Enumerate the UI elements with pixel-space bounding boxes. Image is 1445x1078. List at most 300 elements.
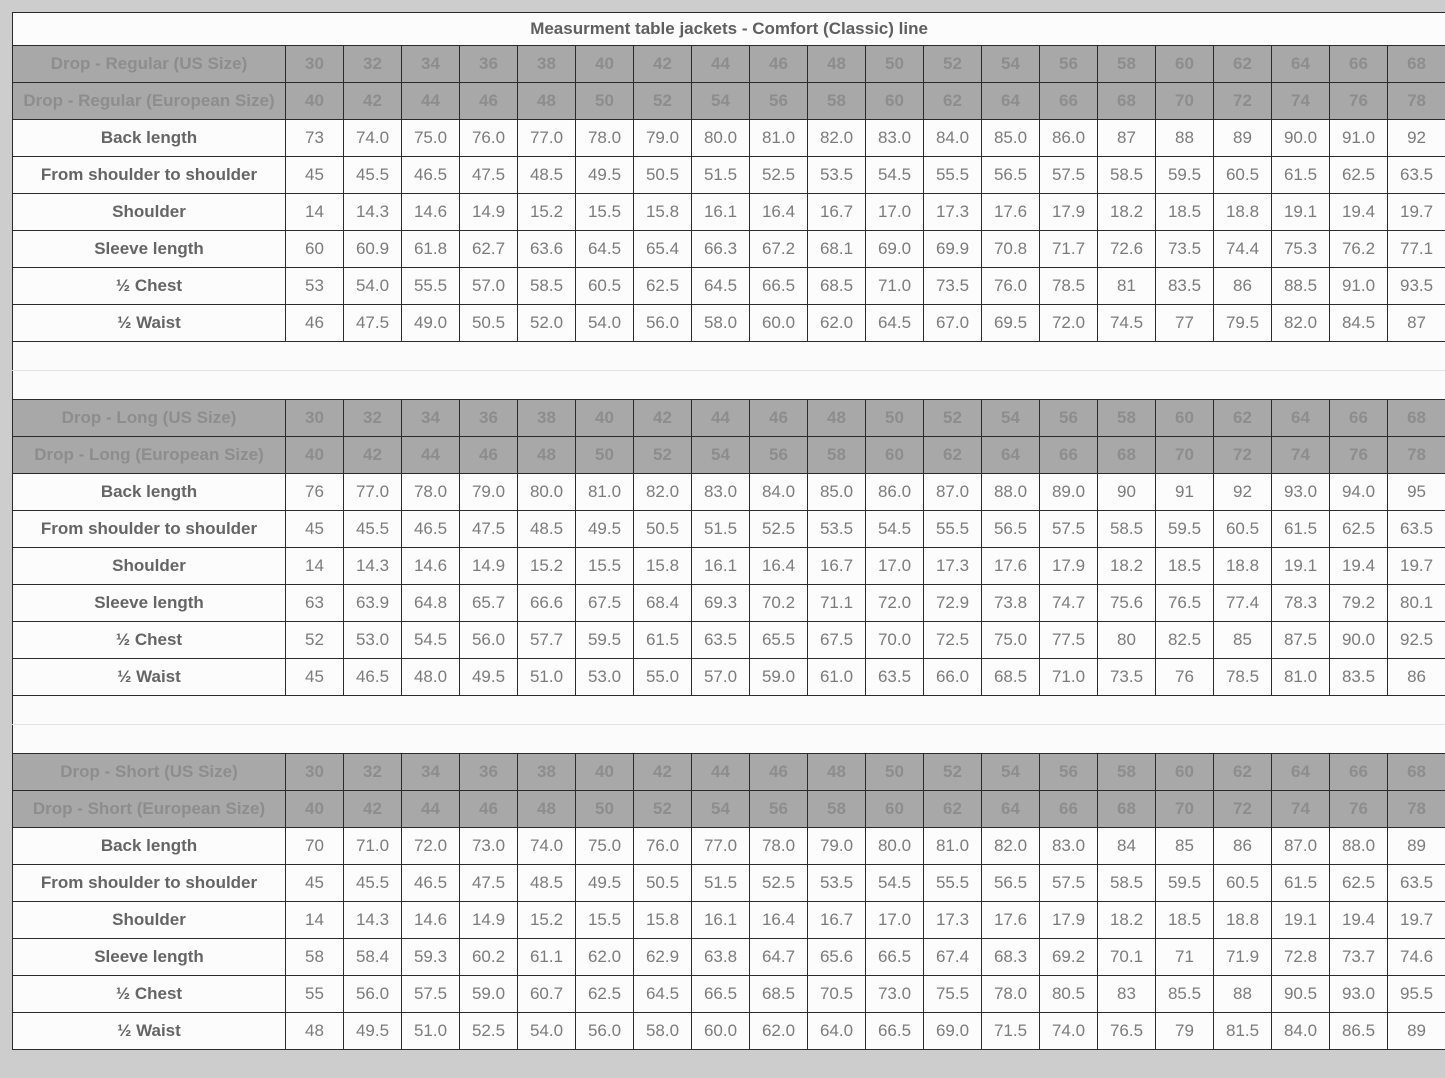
measurement-value-cell: 18.5 — [1156, 548, 1214, 585]
measurement-value-cell: 15.5 — [576, 548, 634, 585]
measurement-value-cell: 75.5 — [924, 976, 982, 1013]
measurement-value-cell: 78.0 — [576, 120, 634, 157]
us-size-cell: 60 — [1156, 46, 1214, 83]
measurement-value-cell: 58 — [286, 939, 344, 976]
measurement-value-cell: 63.5 — [692, 622, 750, 659]
measurement-value-cell: 17.3 — [924, 194, 982, 231]
measurement-value-cell: 17.3 — [924, 902, 982, 939]
measurement-value-cell: 76 — [1156, 659, 1214, 696]
measurement-value-cell: 48.5 — [518, 865, 576, 902]
measurement-value-cell: 18.8 — [1214, 194, 1272, 231]
measurement-value-cell: 60.5 — [576, 268, 634, 305]
measurement-row-label: ½ Chest — [13, 976, 286, 1013]
measurement-value-cell: 14.3 — [344, 194, 402, 231]
measurement-value-cell: 84.0 — [1272, 1013, 1330, 1050]
measurement-value-cell: 76.5 — [1156, 585, 1214, 622]
measurement-value-cell: 58.5 — [518, 268, 576, 305]
measurement-value-cell: 66.5 — [866, 939, 924, 976]
measurement-value-cell: 84.0 — [924, 120, 982, 157]
measurement-value-cell: 49.5 — [576, 511, 634, 548]
measurement-value-cell: 54.5 — [402, 622, 460, 659]
measurement-row — [13, 548, 1445, 585]
measurement-row-label: Shoulder — [13, 548, 286, 585]
measurement-value-cell: 83.5 — [1156, 268, 1214, 305]
measurement-value-cell: 17.6 — [982, 194, 1040, 231]
measurement-value-cell: 73.8 — [982, 585, 1040, 622]
measurement-value-cell: 77 — [1156, 305, 1214, 342]
measurement-value-cell: 77.1 — [1388, 231, 1445, 268]
measurement-value-cell: 15.8 — [634, 194, 692, 231]
us-size-cell: 52 — [924, 46, 982, 83]
measurement-value-cell: 75.0 — [982, 622, 1040, 659]
measurement-value-cell: 64.7 — [750, 939, 808, 976]
measurement-value-cell: 71.7 — [1040, 231, 1098, 268]
measurement-value-cell: 65.4 — [634, 231, 692, 268]
measurement-value-cell: 59.5 — [1156, 865, 1214, 902]
measurement-value-cell: 64.0 — [808, 1013, 866, 1050]
measurement-row-label: Back length — [13, 120, 286, 157]
measurement-value-cell: 47.5 — [460, 511, 518, 548]
measurement-row-label: Sleeve length — [13, 231, 286, 268]
measurement-value-cell: 63.5 — [1388, 865, 1445, 902]
eu-size-cell: 58 — [808, 791, 866, 828]
measurement-value-cell: 17.6 — [982, 548, 1040, 585]
measurement-value-cell: 86 — [1388, 659, 1445, 696]
measurement-value-cell: 73 — [286, 120, 344, 157]
measurement-value-cell: 14 — [286, 548, 344, 585]
measurement-value-cell: 65.7 — [460, 585, 518, 622]
eu-size-cell: 72 — [1214, 83, 1272, 120]
measurement-value-cell: 60.5 — [1214, 511, 1272, 548]
measurement-value-cell: 72.0 — [1040, 305, 1098, 342]
measurement-value-cell: 46.5 — [344, 659, 402, 696]
measurement-value-cell: 64.5 — [692, 268, 750, 305]
measurement-value-cell: 86 — [1214, 828, 1272, 865]
us-size-cell: 62 — [1214, 754, 1272, 791]
measurement-value-cell: 19.7 — [1388, 548, 1445, 585]
eu-size-cell: 66 — [1040, 791, 1098, 828]
measurement-row — [13, 828, 1445, 865]
measurement-value-cell: 74.0 — [518, 828, 576, 865]
measurement-value-cell: 17.9 — [1040, 902, 1098, 939]
us-size-cell: 48 — [808, 46, 866, 83]
measurement-value-cell: 61.5 — [1272, 511, 1330, 548]
measurement-value-cell: 82.0 — [982, 828, 1040, 865]
measurement-value-cell: 59.0 — [460, 976, 518, 1013]
eu-size-cell: 44 — [402, 83, 460, 120]
measurement-value-cell: 55.5 — [924, 511, 982, 548]
eu-size-cell: 42 — [344, 83, 402, 120]
eu-size-cell: 76 — [1330, 83, 1388, 120]
measurement-value-cell: 88 — [1214, 976, 1272, 1013]
measurement-value-cell: 61.1 — [518, 939, 576, 976]
measurement-value-cell: 60.9 — [344, 231, 402, 268]
measurement-value-cell: 93.0 — [1330, 976, 1388, 1013]
measurement-value-cell: 51.0 — [402, 1013, 460, 1050]
measurement-value-cell: 79 — [1156, 1013, 1214, 1050]
us-size-header-row — [13, 754, 1445, 791]
measurement-value-cell: 52.5 — [750, 511, 808, 548]
measurement-value-cell: 18.8 — [1214, 548, 1272, 585]
eu-size-cell: 64 — [982, 791, 1040, 828]
measurement-value-cell: 76.5 — [1098, 1013, 1156, 1050]
measurement-value-cell: 85 — [1214, 622, 1272, 659]
eu-size-cell: 50 — [576, 791, 634, 828]
measurement-value-cell: 92 — [1388, 120, 1445, 157]
measurement-value-cell: 19.7 — [1388, 194, 1445, 231]
measurement-value-cell: 45 — [286, 511, 344, 548]
measurement-value-cell: 60.2 — [460, 939, 518, 976]
measurement-row-label: Sleeve length — [13, 939, 286, 976]
us-size-cell: 40 — [576, 400, 634, 437]
measurement-value-cell: 68.4 — [634, 585, 692, 622]
eu-size-cell: 44 — [402, 437, 460, 474]
measurement-value-cell: 94.0 — [1330, 474, 1388, 511]
measurement-value-cell: 57.5 — [1040, 511, 1098, 548]
measurement-value-cell: 58.5 — [1098, 157, 1156, 194]
measurement-value-cell: 72.0 — [402, 828, 460, 865]
measurement-value-cell: 93.5 — [1388, 268, 1445, 305]
measurement-value-cell: 56.5 — [982, 865, 1040, 902]
measurement-value-cell: 85.0 — [982, 120, 1040, 157]
measurement-value-cell: 60 — [286, 231, 344, 268]
measurement-value-cell: 72.8 — [1272, 939, 1330, 976]
us-size-cell: 64 — [1272, 46, 1330, 83]
measurement-value-cell: 82.0 — [634, 474, 692, 511]
measurement-value-cell: 95.5 — [1388, 976, 1445, 1013]
eu-size-cell: 74 — [1272, 437, 1330, 474]
measurement-value-cell: 53.0 — [576, 659, 634, 696]
eu-size-cell: 54 — [692, 791, 750, 828]
eu-size-cell: 46 — [460, 791, 518, 828]
measurement-value-cell: 80.5 — [1040, 976, 1098, 1013]
measurement-row-label: Back length — [13, 474, 286, 511]
measurement-value-cell: 64.8 — [402, 585, 460, 622]
measurement-value-cell: 81.0 — [750, 120, 808, 157]
measurement-value-cell: 72.5 — [924, 622, 982, 659]
measurement-value-cell: 59.5 — [576, 622, 634, 659]
measurement-value-cell: 84.5 — [1330, 305, 1388, 342]
section-spacer-row — [13, 342, 1445, 371]
eu-size-header-label: Drop - Regular (European Size) — [13, 83, 286, 120]
measurement-value-cell: 57.0 — [692, 659, 750, 696]
us-size-cell: 40 — [576, 46, 634, 83]
eu-size-header-row — [13, 83, 1445, 120]
eu-size-cell: 52 — [634, 83, 692, 120]
measurement-row — [13, 157, 1445, 194]
eu-size-cell: 42 — [344, 437, 402, 474]
measurement-value-cell: 61.8 — [402, 231, 460, 268]
us-size-cell: 56 — [1040, 754, 1098, 791]
us-size-cell: 68 — [1388, 46, 1445, 83]
measurement-value-cell: 46.5 — [402, 157, 460, 194]
eu-size-cell: 52 — [634, 791, 692, 828]
measurement-value-cell: 80.0 — [692, 120, 750, 157]
measurement-value-cell: 52.5 — [750, 865, 808, 902]
measurement-row-label: From shoulder to shoulder — [13, 865, 286, 902]
measurement-row-label: ½ Waist — [13, 305, 286, 342]
measurement-value-cell: 52.5 — [750, 157, 808, 194]
measurement-value-cell: 78.0 — [982, 976, 1040, 1013]
measurement-value-cell: 89.0 — [1040, 474, 1098, 511]
measurement-value-cell: 64.5 — [866, 305, 924, 342]
us-size-cell: 30 — [286, 754, 344, 791]
measurement-value-cell: 85.5 — [1156, 976, 1214, 1013]
measurement-value-cell: 15.2 — [518, 194, 576, 231]
measurement-value-cell: 72.0 — [866, 585, 924, 622]
eu-size-cell: 48 — [518, 437, 576, 474]
eu-size-cell: 74 — [1272, 83, 1330, 120]
measurement-value-cell: 81.0 — [576, 474, 634, 511]
measurement-value-cell: 46.5 — [402, 865, 460, 902]
measurement-value-cell: 56.0 — [460, 622, 518, 659]
measurement-value-cell: 58.4 — [344, 939, 402, 976]
measurement-value-cell: 18.5 — [1156, 194, 1214, 231]
measurement-value-cell: 70.2 — [750, 585, 808, 622]
eu-size-cell: 70 — [1156, 437, 1214, 474]
measurement-value-cell: 71.9 — [1214, 939, 1272, 976]
table-title: Measurment table jackets - Comfort (Classic) line — [13, 13, 1445, 46]
measurement-value-cell: 63 — [286, 585, 344, 622]
measurement-value-cell: 63.5 — [866, 659, 924, 696]
measurement-value-cell: 71.0 — [1040, 659, 1098, 696]
us-size-cell: 54 — [982, 400, 1040, 437]
us-size-cell: 50 — [866, 46, 924, 83]
eu-size-cell: 72 — [1214, 791, 1272, 828]
measurement-value-cell: 77.0 — [692, 828, 750, 865]
section-spacer-row — [13, 371, 1445, 400]
measurement-value-cell: 68.5 — [750, 976, 808, 1013]
measurement-value-cell: 47.5 — [460, 157, 518, 194]
measurement-row-label: ½ Chest — [13, 622, 286, 659]
measurement-value-cell: 15.8 — [634, 902, 692, 939]
measurement-row — [13, 268, 1445, 305]
section-spacer-row — [13, 725, 1445, 754]
measurement-value-cell: 45.5 — [344, 157, 402, 194]
measurement-value-cell: 80.0 — [518, 474, 576, 511]
us-size-cell: 66 — [1330, 400, 1388, 437]
measurement-value-cell: 90.0 — [1272, 120, 1330, 157]
measurement-value-cell: 45 — [286, 157, 344, 194]
eu-size-cell: 66 — [1040, 437, 1098, 474]
section-spacer — [13, 342, 1445, 371]
eu-size-cell: 54 — [692, 437, 750, 474]
measurement-value-cell: 88.5 — [1272, 268, 1330, 305]
us-size-header-label: Drop - Regular (US Size) — [13, 46, 286, 83]
measurement-value-cell: 55.5 — [402, 268, 460, 305]
measurement-value-cell: 18.2 — [1098, 548, 1156, 585]
measurement-value-cell: 70.0 — [866, 622, 924, 659]
section-spacer — [13, 725, 1445, 754]
measurement-value-cell: 63.9 — [344, 585, 402, 622]
measurement-value-cell: 67.5 — [576, 585, 634, 622]
measurement-value-cell: 49.5 — [344, 1013, 402, 1050]
measurement-value-cell: 14.6 — [402, 194, 460, 231]
measurement-value-cell: 66.5 — [750, 268, 808, 305]
measurement-value-cell: 75.0 — [576, 828, 634, 865]
measurement-value-cell: 48.0 — [402, 659, 460, 696]
measurement-value-cell: 79.5 — [1214, 305, 1272, 342]
us-size-cell: 62 — [1214, 400, 1272, 437]
measurement-value-cell: 62.7 — [460, 231, 518, 268]
us-size-cell: 32 — [344, 46, 402, 83]
measurement-value-cell: 75.0 — [402, 120, 460, 157]
measurement-value-cell: 56.0 — [634, 305, 692, 342]
us-size-cell: 46 — [750, 46, 808, 83]
measurement-value-cell: 87.5 — [1272, 622, 1330, 659]
measurement-value-cell: 91.0 — [1330, 120, 1388, 157]
measurement-row — [13, 622, 1445, 659]
measurement-value-cell: 81.0 — [1272, 659, 1330, 696]
us-size-cell: 42 — [634, 400, 692, 437]
measurement-row-label: From shoulder to shoulder — [13, 157, 286, 194]
measurement-value-cell: 57.7 — [518, 622, 576, 659]
measurement-row — [13, 120, 1445, 157]
eu-size-header-row — [13, 437, 1445, 474]
measurement-value-cell: 62.5 — [1330, 157, 1388, 194]
measurement-value-cell: 64.5 — [634, 976, 692, 1013]
measurement-value-cell: 55.5 — [924, 865, 982, 902]
us-size-cell: 40 — [576, 754, 634, 791]
measurement-value-cell: 15.8 — [634, 548, 692, 585]
eu-size-cell: 76 — [1330, 437, 1388, 474]
measurement-value-cell: 62.0 — [808, 305, 866, 342]
measurement-value-cell: 16.1 — [692, 548, 750, 585]
measurement-value-cell: 49.5 — [576, 865, 634, 902]
measurement-value-cell: 54.0 — [518, 1013, 576, 1050]
measurement-value-cell: 46 — [286, 305, 344, 342]
measurement-value-cell: 54.0 — [344, 268, 402, 305]
measurement-value-cell: 16.1 — [692, 902, 750, 939]
measurement-value-cell: 50.5 — [634, 157, 692, 194]
measurement-value-cell: 14.9 — [460, 902, 518, 939]
measurement-value-cell: 66.5 — [866, 1013, 924, 1050]
measurement-value-cell: 78.0 — [750, 828, 808, 865]
measurement-value-cell: 14.3 — [344, 548, 402, 585]
measurement-value-cell: 87.0 — [1272, 828, 1330, 865]
measurement-value-cell: 82.0 — [808, 120, 866, 157]
measurement-value-cell: 63.5 — [1388, 511, 1445, 548]
measurement-value-cell: 90 — [1098, 474, 1156, 511]
measurement-row — [13, 976, 1445, 1013]
measurement-row-label: From shoulder to shoulder — [13, 511, 286, 548]
us-size-cell: 32 — [344, 400, 402, 437]
measurement-value-cell: 65.6 — [808, 939, 866, 976]
measurement-value-cell: 74.5 — [1098, 305, 1156, 342]
eu-size-cell: 52 — [634, 437, 692, 474]
measurement-value-cell: 74.6 — [1388, 939, 1445, 976]
measurement-value-cell: 62.5 — [576, 976, 634, 1013]
measurement-value-cell: 77.4 — [1214, 585, 1272, 622]
us-size-cell: 64 — [1272, 754, 1330, 791]
us-size-cell: 54 — [982, 754, 1040, 791]
measurement-value-cell: 17.9 — [1040, 194, 1098, 231]
measurement-value-cell: 76.0 — [460, 120, 518, 157]
eu-size-cell: 54 — [692, 83, 750, 120]
measurement-value-cell: 95 — [1388, 474, 1445, 511]
measurement-value-cell: 14.3 — [344, 902, 402, 939]
measurement-value-cell: 48.5 — [518, 511, 576, 548]
measurement-value-cell: 72.6 — [1098, 231, 1156, 268]
us-size-cell: 36 — [460, 754, 518, 791]
measurement-value-cell: 16.7 — [808, 194, 866, 231]
measurement-value-cell: 50.5 — [634, 511, 692, 548]
measurement-value-cell: 68.1 — [808, 231, 866, 268]
eu-size-cell: 68 — [1098, 791, 1156, 828]
measurement-value-cell: 53.5 — [808, 865, 866, 902]
measurement-row-label: Back length — [13, 828, 286, 865]
measurement-value-cell: 16.4 — [750, 194, 808, 231]
measurement-value-cell: 14.6 — [402, 902, 460, 939]
measurement-value-cell: 86 — [1214, 268, 1272, 305]
measurement-row — [13, 305, 1445, 342]
measurement-value-cell: 52.5 — [460, 1013, 518, 1050]
us-size-cell: 62 — [1214, 46, 1272, 83]
measurement-value-cell: 15.5 — [576, 902, 634, 939]
eu-size-cell: 64 — [982, 437, 1040, 474]
measurement-value-cell: 56.0 — [576, 1013, 634, 1050]
measurement-value-cell: 62.0 — [750, 1013, 808, 1050]
measurement-value-cell: 63.8 — [692, 939, 750, 976]
measurement-value-cell: 89 — [1388, 1013, 1445, 1050]
measurement-value-cell: 62.5 — [634, 268, 692, 305]
measurement-value-cell: 89 — [1214, 120, 1272, 157]
measurement-value-cell: 53.0 — [344, 622, 402, 659]
us-size-cell: 66 — [1330, 754, 1388, 791]
eu-size-header-label: Drop - Long (European Size) — [13, 437, 286, 474]
measurement-value-cell: 54.0 — [576, 305, 634, 342]
measurement-value-cell: 66.3 — [692, 231, 750, 268]
us-size-cell: 54 — [982, 46, 1040, 83]
eu-size-cell: 56 — [750, 83, 808, 120]
section-spacer — [13, 371, 1445, 400]
measurement-row-label: Sleeve length — [13, 585, 286, 622]
measurement-value-cell: 76.2 — [1330, 231, 1388, 268]
measurement-value-cell: 50.5 — [634, 865, 692, 902]
measurement-value-cell: 91.0 — [1330, 268, 1388, 305]
us-size-header-row — [13, 400, 1445, 437]
eu-size-cell: 74 — [1272, 791, 1330, 828]
measurement-value-cell: 73.5 — [1098, 659, 1156, 696]
measurement-row-label: ½ Waist — [13, 1013, 286, 1050]
measurement-value-cell: 76.0 — [634, 828, 692, 865]
measurement-value-cell: 61.0 — [808, 659, 866, 696]
measurement-value-cell: 62.9 — [634, 939, 692, 976]
measurement-value-cell: 60.5 — [1214, 157, 1272, 194]
measurement-value-cell: 70.1 — [1098, 939, 1156, 976]
us-size-header-label: Drop - Long (US Size) — [13, 400, 286, 437]
measurement-value-cell: 14.9 — [460, 548, 518, 585]
eu-size-cell: 72 — [1214, 437, 1272, 474]
measurement-value-cell: 17.0 — [866, 548, 924, 585]
measurement-row — [13, 585, 1445, 622]
eu-size-cell: 56 — [750, 437, 808, 474]
measurement-value-cell: 52 — [286, 622, 344, 659]
measurement-value-cell: 75.6 — [1098, 585, 1156, 622]
measurement-value-cell: 16.4 — [750, 902, 808, 939]
measurement-value-cell: 78.3 — [1272, 585, 1330, 622]
measurement-value-cell: 78.5 — [1214, 659, 1272, 696]
measurement-value-cell: 51.5 — [692, 511, 750, 548]
section-spacer-row — [13, 696, 1445, 725]
us-size-cell: 44 — [692, 754, 750, 791]
measurement-value-cell: 78.0 — [402, 474, 460, 511]
us-size-cell: 48 — [808, 754, 866, 791]
measurement-value-cell: 56.5 — [982, 511, 1040, 548]
measurement-value-cell: 73.5 — [924, 268, 982, 305]
measurement-value-cell: 80.1 — [1388, 585, 1445, 622]
measurement-value-cell: 77.5 — [1040, 622, 1098, 659]
